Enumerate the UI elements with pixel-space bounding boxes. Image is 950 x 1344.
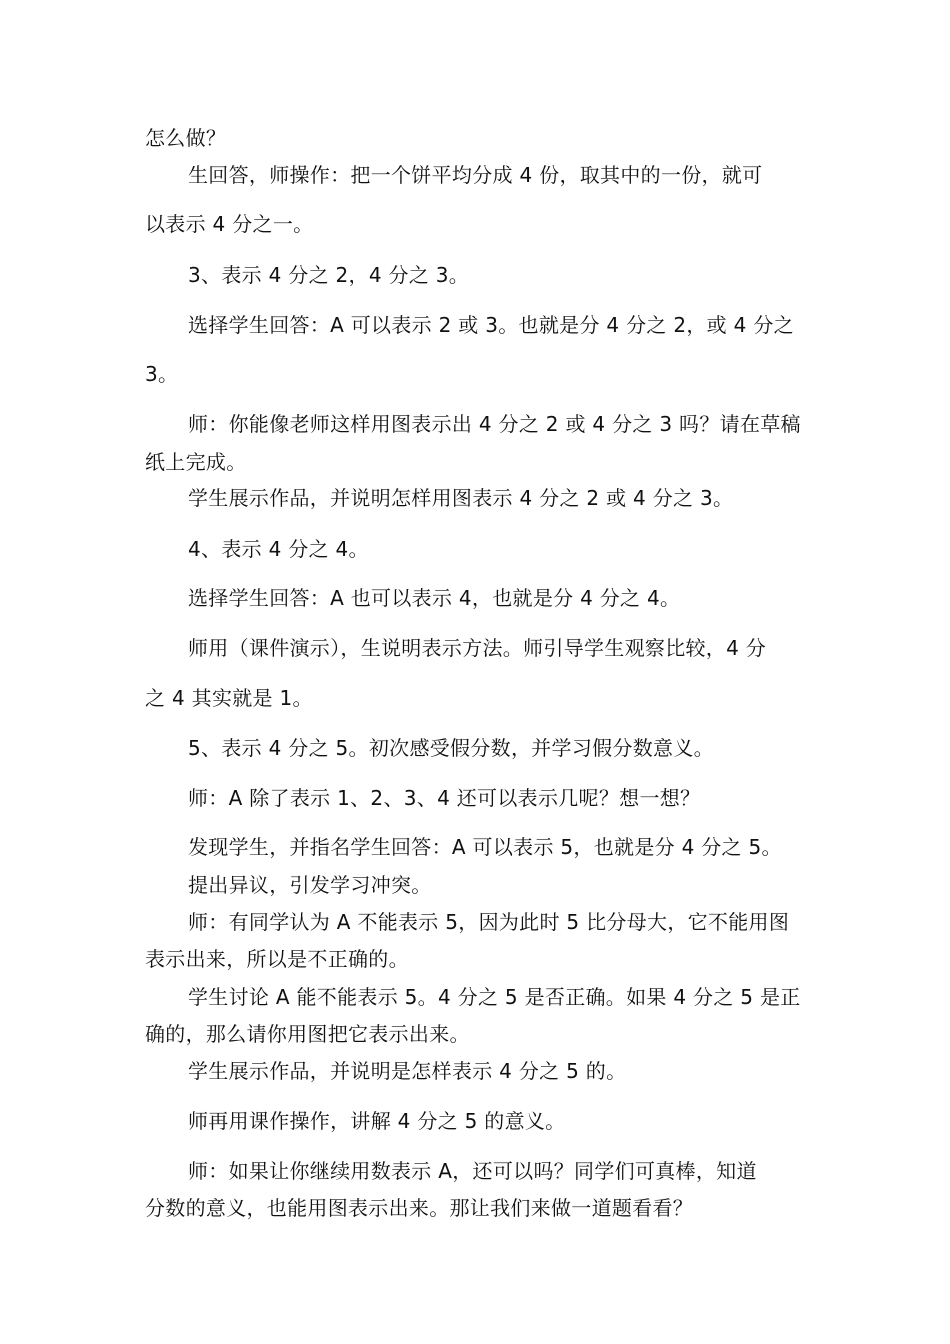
text-line: 师用（课件演示），生说明表示方法。师引导学生观察比较，4 分	[188, 636, 767, 660]
text-line: 学生讨论 A 能不能表示 5。4 分之 5 是否正确。如果 4 分之 5 是正	[188, 985, 801, 1009]
text-line: 3、表示 4 分之 2，4 分之 3。	[188, 263, 470, 287]
text-line: 3。	[145, 362, 179, 386]
text-line: 师：你能像老师这样用图表示出 4 分之 2 或 4 分之 3 吗？请在草稿	[188, 412, 801, 436]
text-line: 师：如果让你继续用数表示 A，还可以吗？同学们可真棒，知道	[188, 1159, 757, 1183]
text-line: 提出异议，引发学习冲突。	[188, 873, 432, 897]
text-line: 确的，那么请你用图把它表示出来。	[145, 1022, 470, 1046]
text-line: 纸上完成。	[145, 450, 247, 474]
text-line: 4、表示 4 分之 4。	[188, 537, 369, 561]
text-line: 5、表示 4 分之 5。初次感受假分数，并学习假分数意义。	[188, 736, 714, 760]
text-line: 以表示 4 分之一。	[145, 212, 314, 236]
text-line: 怎么做？	[145, 126, 227, 150]
text-line: 学生展示作品，并说明怎样用图表示 4 分之 2 或 4 分之 3。	[188, 486, 734, 510]
text-line: 师再用课作操作，讲解 4 分之 5 的意义。	[188, 1109, 566, 1133]
text-line: 发现学生，并指名学生回答：A 可以表示 5，也就是分 4 分之 5。	[188, 835, 782, 859]
text-line: 师：有同学认为 A 不能表示 5，因为此时 5 比分母大，它不能用图	[188, 910, 790, 934]
text-line: 表示出来，所以是不正确的。	[145, 947, 409, 971]
text-line: 选择学生回答：A 可以表示 2 或 3。也就是分 4 分之 2，或 4 分之	[188, 313, 794, 337]
text-line: 选择学生回答：A 也可以表示 4，也就是分 4 分之 4。	[188, 586, 681, 610]
text-line: 学生展示作品，并说明是怎样表示 4 分之 5 的。	[188, 1059, 627, 1083]
text-line: 分数的意义，也能用图表示出来。那让我们来做一道题看看？	[145, 1196, 694, 1220]
text-line: 之 4 其实就是 1。	[145, 686, 313, 710]
text-line: 师：A 除了表示 1、2、3、4 还可以表示几呢？想一想？	[188, 786, 701, 810]
text-line: 生回答，师操作：把一个饼平均分成 4 份，取其中的一份，就可	[188, 163, 763, 187]
